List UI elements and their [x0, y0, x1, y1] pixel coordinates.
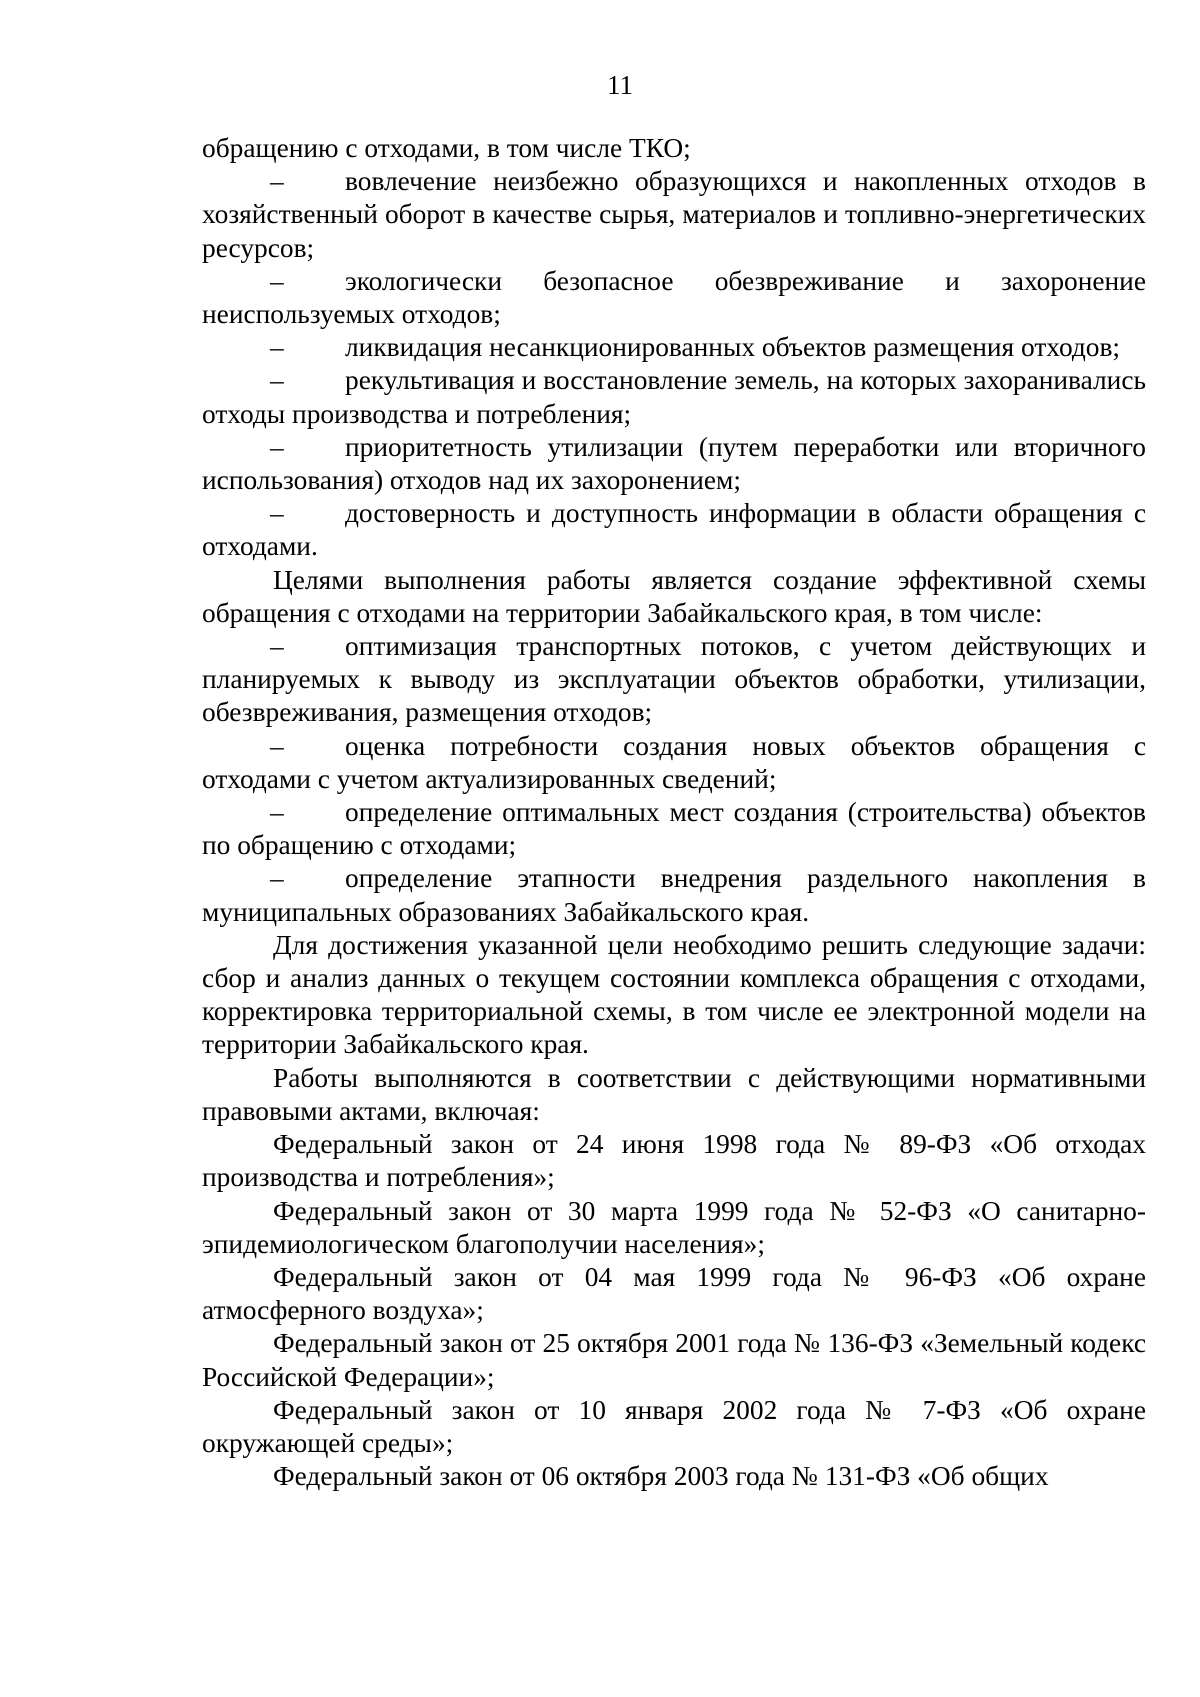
bullet-paragraph [202, 497, 1146, 563]
bullet-dash: – [270, 265, 284, 296]
bullet-text: оптимизация транспортных потоков, с учетом действующих и планируемых к выводу из эксплуатации объектов обработки, утилизации, обезвреживания, размещения отходов; [202, 631, 1146, 728]
bullet-paragraph [202, 364, 1146, 430]
body-paragraph: Работы выполняются в соответствии с действующими нормативными правовыми актами, включая: [202, 1062, 1146, 1126]
bullet-text: ликвидация несанкционированных объектов размещения отходов; [345, 332, 1121, 363]
bullet-dash: – [270, 498, 284, 529]
body-paragraph: Федеральный закон от 25 октября 2001 года № 136-ФЗ «Земельный кодекс Российской Федерации»; [202, 1328, 1146, 1392]
bullet-dash: – [270, 863, 284, 894]
bullet-text: оценка потребности создания новых объектов обращения с отходами с учетом актуализированных сведений; [202, 730, 1146, 794]
bullet-paragraph [202, 265, 1146, 331]
bullet-dash: – [270, 431, 284, 462]
body-paragraph: Федеральный закон от 30 марта 1999 года № 52-ФЗ «О санитарно-эпидемиологическом благополучии населения»; [202, 1195, 1146, 1259]
body-paragraph: Для достижения указанной цели необходимо решить следующие задачи: сбор и анализ данных о текущем состоянии комплекса обращения с отходами, корректировка территориальной схемы, в том числе ее электронной модели на территории Забайкальского края. [202, 929, 1146, 1060]
body-paragraph: Федеральный закон от 24 июня 1998 года № 89-ФЗ «Об отходах производства и потребления»; [202, 1129, 1146, 1193]
bullet-text: экологически безопасное обезвреживание и захоронение неиспользуемых отходов; [202, 265, 1146, 330]
bullet-paragraph [202, 165, 1146, 265]
bullet-text: достоверность и доступность информации в области обращения с отходами. [202, 498, 1146, 562]
bullet-paragraph [202, 862, 1146, 928]
bullet-paragraph [202, 431, 1146, 497]
body-paragraph: Федеральный закон от 06 октября 2003 года № 131-ФЗ «Об общих [273, 1461, 1049, 1492]
page-number: 11 [607, 70, 633, 100]
bullet-paragraph [202, 331, 1146, 364]
bullet-text: вовлечение неизбежно образующихся и накопленных отходов в хозяйственный оборот в качестве сырья, материалов и топливно-энергетических ресурсов; [202, 166, 1146, 263]
bullet-dash: – [270, 730, 284, 761]
bullet-text: определение этапности внедрения раздельного накопления в муниципальных образованиях Забайкальского края. [202, 863, 1146, 927]
bullet-paragraph [202, 730, 1146, 796]
bullet-text: рекультивация и восстановление земель, на которых захоранивались отходы производства и потребления; [202, 365, 1146, 429]
body-paragraph: Федеральный закон от 10 января 2002 года № 7-ФЗ «Об охране окружающей среды»; [202, 1394, 1146, 1458]
body-paragraph: Федеральный закон от 04 мая 1999 года № 96-ФЗ «Об охране атмосферного воздуха»; [202, 1261, 1146, 1326]
bullet-dash: – [270, 797, 284, 828]
bullet-dash: – [270, 365, 284, 396]
bullet-text: определение оптимальных мест создания (строительства) объектов по обращению с отходами; [202, 797, 1146, 861]
bullet-text: приоритетность утилизации (путем переработки или вторичного использования) отходов над их захоронением; [202, 431, 1146, 496]
bullet-dash: – [270, 332, 284, 363]
body-paragraph: Целями выполнения работы является создание эффективной схемы обращения с отходами на территории Забайкальского края, в том числе: [202, 564, 1146, 628]
bullet-paragraph [202, 796, 1146, 862]
bullet-dash: – [270, 166, 284, 197]
continuation-paragraph: обращению с отходами, в том числе ТКО; [202, 133, 691, 163]
document-body [202, 132, 1146, 1493]
bullet-dash: – [270, 631, 284, 662]
bullet-paragraph [202, 630, 1146, 730]
